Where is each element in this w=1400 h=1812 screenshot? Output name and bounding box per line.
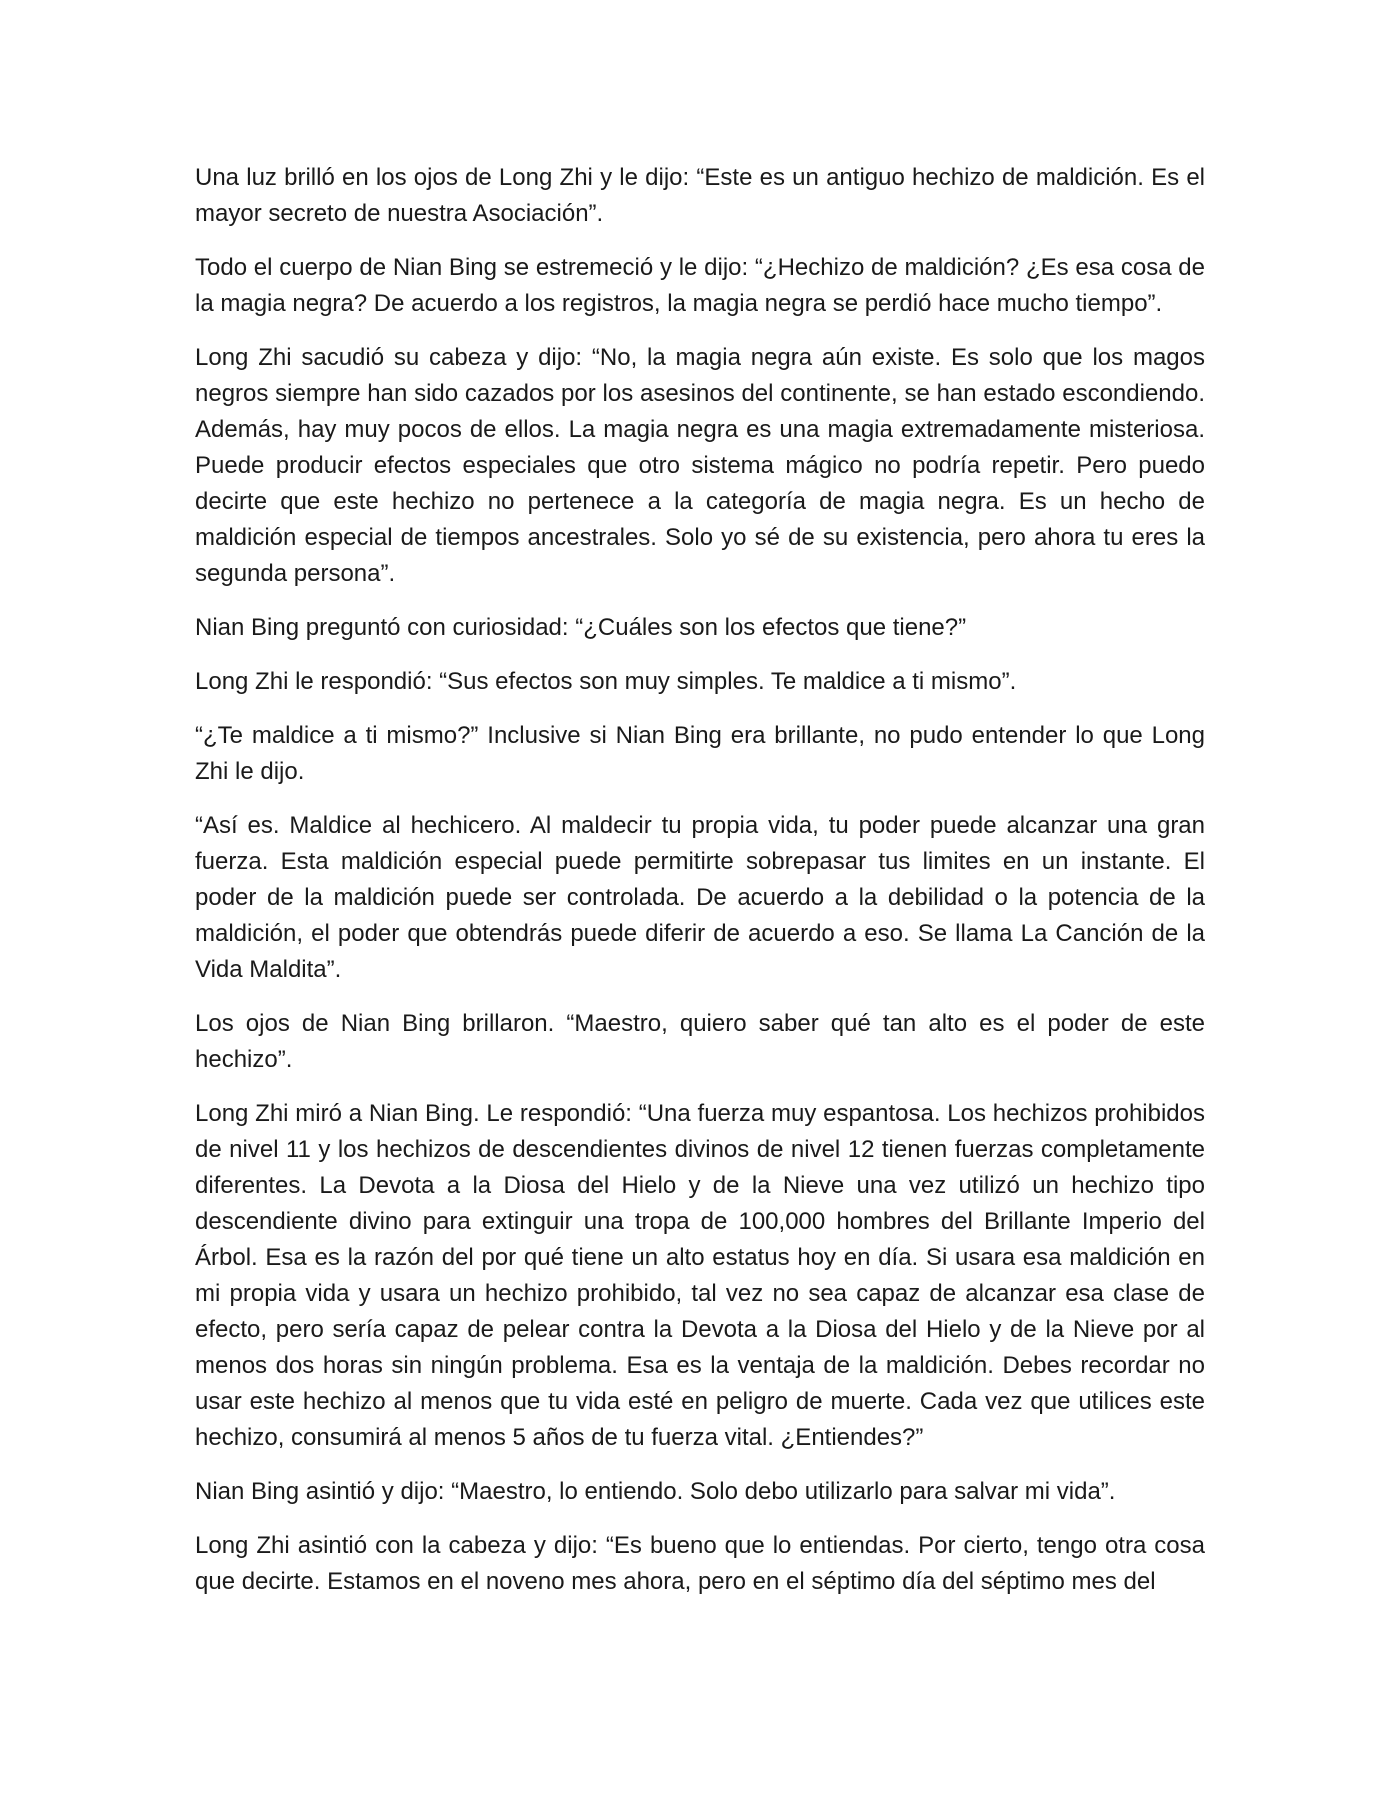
- paragraph: Long Zhi le respondió: “Sus efectos son muy simples. Te maldice a ti mismo”.: [195, 668, 1017, 695]
- paragraph: Long Zhi asintió con la cabeza y dijo: “Es bueno que lo entiendas. Por cierto, tengo otra cosa que decirte. Estamos en el noveno mes ahora, pero en el séptimo día del séptimo mes del: [195, 1532, 1205, 1595]
- paragraph: Long Zhi sacudió su cabeza y dijo: “No, la magia negra aún existe. Es solo que los magos negros siempre han sido cazados por los asesinos del continente, se han estado escondiendo. Además, hay muy pocos de ellos. La magia negra es una magia extremadamente misteriosa. Puede producir efectos especiales que otro sistema mágico no podría repetir. Pero puedo decirte que este hechizo no pertenece a la categoría de magia negra. Es un hecho de maldición especial de tiempos ancestrales. Solo yo sé de su existencia, pero ahora tu eres la segunda persona”.: [195, 344, 1205, 587]
- paragraph: Una luz brilló en los ojos de Long Zhi y le dijo: “Este es un antiguo hechizo de maldición. Es el mayor secreto de nuestra Asociación”.: [195, 164, 1205, 227]
- paragraph: “¿Te maldice a ti mismo?” Inclusive si Nian Bing era brillante, no pudo entender lo que Long Zhi le dijo.: [195, 722, 1205, 785]
- paragraph: Nian Bing preguntó con curiosidad: “¿Cuáles son los efectos que tiene?”: [195, 614, 967, 641]
- paragraph: Long Zhi miró a Nian Bing. Le respondió: “Una fuerza muy espantosa. Los hechizos prohibidos de nivel 11 y los hechizos de descendientes divinos de nivel 12 tienen fuerzas completamente diferentes. La Devota a la Diosa del Hielo y de la Nieve una vez utilizó un hechizo tipo descendiente divino para extinguir una tropa de 100,000 hombres del Brillante Imperio del Árbol. Esa es la razón del por qué tiene un alto estatus hoy en día. Si usara esa maldición en mi propia vida y usara un hechizo prohibido, tal vez no sea capaz de alcanzar esa clase de efecto, pero sería capaz de pelear contra la Devota a la Diosa del Hielo y de la Nieve por al menos dos horas sin ningún problema. Esa es la ventaja de la maldición. Debes recordar no usar este hechizo al menos que tu vida esté en peligro de muerte. Cada vez que utilices este hechizo, consumirá al menos 5 años de tu fuerza vital. ¿Entiendes?”: [195, 1100, 1205, 1451]
- paragraph: Los ojos de Nian Bing brillaron. “Maestro, quiero saber qué tan alto es el poder de este hechizo”.: [195, 1010, 1205, 1073]
- paragraph: Nian Bing asintió y dijo: “Maestro, lo entiendo. Solo debo utilizarlo para salvar mi vida”.: [195, 1478, 1116, 1505]
- paragraph: “Así es. Maldice al hechicero. Al maldecir tu propia vida, tu poder puede alcanzar una gran fuerza. Esta maldición especial puede permitirte sobrepasar tus limites en un instante. El poder de la maldición puede ser controlada. De acuerdo a la debilidad o la potencia de la maldición, el poder que obtendrás puede diferir de acuerdo a eso. Se llama La Canción de la Vida Maldita”.: [195, 812, 1205, 983]
- paragraph: Todo el cuerpo de Nian Bing se estremeció y le dijo: “¿Hechizo de maldición? ¿Es esa cosa de la magia negra? De acuerdo a los registros, la magia negra se perdió hace mucho tiempo”.: [195, 254, 1205, 317]
- body-text: [195, 160, 1205, 1600]
